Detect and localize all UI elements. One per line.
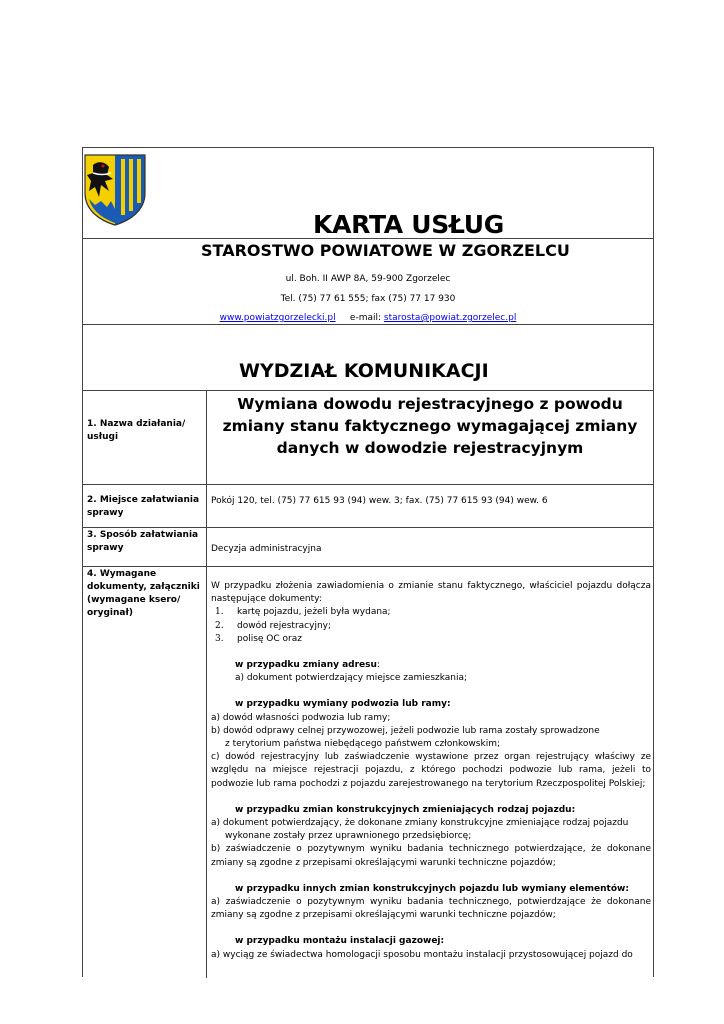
- section-item: a) zaświadczenie o pozytywnym wyniku badania technicznego, potwierdzające że dokonane zmiany są zgodne z przepisami określającymi warunki techniczne pojazdów;: [211, 897, 651, 921]
- section-heading: w przypadku innych zmian konstrukcyjnych pojazdu lub wymiany elementów:: [235, 883, 629, 894]
- department-title: WYDZIAŁ KOMUNIKACJI: [239, 360, 489, 382]
- list-item: 2. dowód rejestracyjny;: [215, 620, 332, 631]
- row-label-place: 2. Miejsce załatwiania sprawy: [87, 495, 200, 518]
- website-link[interactable]: www.powiatzgorzelecki.pl: [219, 313, 336, 323]
- service-card: [82, 147, 654, 977]
- office-contact: [83, 313, 653, 323]
- section-heading: w przypadku montażu instalacji gazowej:: [235, 936, 445, 947]
- email-label: e-mail:: [349, 313, 382, 323]
- row-label-method: 3. Sposób załatwiania sprawy: [87, 530, 199, 553]
- divider: [83, 390, 653, 391]
- office-name: STAROSTWO POWIATOWE W ZGORZELCU: [201, 241, 570, 260]
- office-phone: Tel. (75) 77 61 555; fax (75) 77 17 930: [280, 294, 456, 304]
- section-item: a) dokument potwierdzający, że dokonane zmiany konstrukcyjne zmieniające rodzaj pojazdu: [211, 818, 629, 829]
- row-label-name: 1. Nazwa działania/ usługi: [87, 419, 186, 442]
- divider: [83, 324, 653, 325]
- divider: [83, 527, 653, 528]
- office-address: ul. Boh. II AWP 8A, 59-900 Zgorzelec: [285, 274, 451, 284]
- list-item: 3. polisę OC oraz: [215, 633, 302, 644]
- section-item: b) zaświadczenie o pozytywnym wyniku badania technicznego potwierdzające, że dokonane zmiany są zgodne z przepisami określającymi warunki techniczne pojazdów;: [211, 844, 651, 868]
- page-title: KARTA USŁUG: [313, 210, 504, 239]
- divider: [83, 566, 653, 567]
- section-item: wykonane zostały przez uprawnionego przedsiębiorcę;: [225, 831, 472, 842]
- section-heading: w przypadku wymiany podwozia lub ramy:: [235, 699, 451, 710]
- list-item: 1. kartę pojazdu, jeżeli była wydana;: [215, 607, 391, 618]
- section-heading: w przypadku zmiany adresu:: [235, 660, 380, 671]
- row-value-place: Pokój 120, tel. (75) 77 615 93 (94) wew. 3; fax. (75) 77 615 93 (94) wew. 6: [211, 496, 548, 506]
- documents-content: [211, 580, 651, 962]
- column-divider: [206, 391, 207, 978]
- row-label-documents: 4. Wymagane dokumenty, załączniki (wymagane ksero/ oryginał): [87, 569, 200, 618]
- section-item: z terytorium państwa niebędącego państwem członkowskim;: [225, 739, 500, 750]
- section-item: b) dowód odprawy celnej przywozowej, jeżeli podwozie lub rama zostały sprowadzone: [211, 725, 600, 736]
- section-item: a) dokument potwierdzający miejsce zamieszkania;: [235, 673, 468, 684]
- divider: [83, 238, 653, 239]
- divider: [83, 484, 653, 485]
- section-item: a) wyciąg ze świadectwa homologacji sposobu montażu instalacji przystosowującej pojazd do: [211, 949, 633, 960]
- section-item: a) dowód własności podwozia lub ramy;: [211, 712, 391, 723]
- documents-intro: W przypadku złożenia zawiadomienia o zmianie stanu faktycznego, właściciel pojazdu dołącza następujące dokumenty:: [211, 581, 651, 605]
- service-name: Wymiana dowodu rejestracyjnego z powodu zmiany stanu faktycznego wymagającej zmiany danych w dowodzie rejestracyjnym: [222, 395, 638, 457]
- row-value-method: Decyzja administracyjna: [211, 544, 322, 554]
- section-item: c) dowód rejestracyjny lub zaświadczenie wystawione przez organ rejestrujący właściwy ze względu na miejsce rejestracji pojazdu, z którego pochodzi podwozie lub rama, jeżeli to podwozie lub rama pochodzi z pojazdu zarejestrowanego na terytorium Rzeczpospolitej Polskiej;: [211, 752, 651, 789]
- coat-of-arms-icon: [83, 153, 147, 227]
- section-heading: w przypadku zmian konstrukcyjnych zmieniających rodzaj pojazdu:: [235, 804, 576, 815]
- email-link[interactable]: starosta@powiat.zgorzelec.pl: [383, 313, 517, 323]
